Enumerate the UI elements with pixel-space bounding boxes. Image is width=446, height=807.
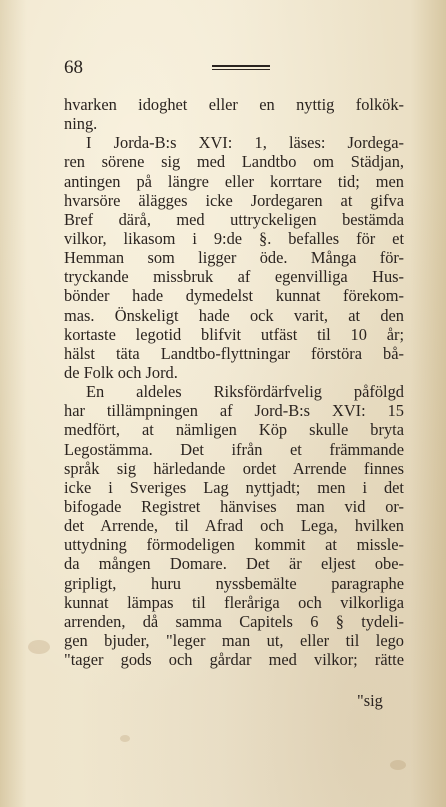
text-line: uttydning förmodeligen kommit at missle- xyxy=(64,535,404,555)
text-line: hvarsöre älägges icke Jordegaren at gifva xyxy=(64,190,404,210)
text-line: da mången Domare. Det är eljest obe- xyxy=(64,554,404,574)
text-line: En aldeles Riksfördärfvelig påfölgd xyxy=(86,382,404,402)
text-line: kortaste legotid blifvit utfäst til 10 år; xyxy=(64,324,404,344)
text-line: Legostämma. Det ifrån et främmande xyxy=(64,439,404,459)
text-line: bifogade Registret hänvises man vid or- xyxy=(64,496,404,516)
page-number: 68 xyxy=(64,57,83,78)
text-line: medfört, at nämligen Köp skulle bryta xyxy=(64,420,404,440)
text-line: bönder hade dymedelst kunnat förekom- xyxy=(64,286,404,306)
text-line: det Arrende, til Afrad och Lega, hvilken xyxy=(64,516,404,536)
text-line: gen bjuder, "leger man ut, eller til lego xyxy=(64,630,404,650)
header-rule-ornament xyxy=(212,65,270,71)
catchword: "sig xyxy=(357,691,383,710)
text-line: I Jorda-B:s XVI: 1, läses: Jordega- xyxy=(86,133,404,153)
text-line: ning. xyxy=(64,114,98,134)
text-line: hälst täta Landtbo-flyttningar förstöra bå- xyxy=(64,343,404,363)
text-line: gripligt, huru nyssbemälte paragraphe xyxy=(64,573,404,593)
paper-stain xyxy=(390,760,406,770)
page-header xyxy=(62,55,402,81)
text-line: Hemman som ligger öde. Många för- xyxy=(64,248,404,268)
text-line: kunnat lämpas til fleråriga och vilkorliga xyxy=(64,592,404,612)
text-line: Bref därå, med uttryckeligen bestämda xyxy=(64,209,404,229)
text-line: "tager gods och gårdar med vilkor; rätte xyxy=(64,650,404,670)
text-line: tryckande missbruk af egenvilliga Hus- xyxy=(64,267,404,287)
text-line: mas. Önskeligt hade ock varit, at den xyxy=(64,305,404,325)
paper-stain xyxy=(28,640,50,654)
text-line: har tillämpningen af Jord-B:s XVI: 15 xyxy=(64,401,404,421)
text-line: ren sörene sig med Landtbo om Städjan, xyxy=(64,152,404,172)
paper-stain xyxy=(120,735,130,742)
text-line: hvarken idoghet eller en nyttig folkök- xyxy=(64,95,404,114)
text-line: de Folk och Jord. xyxy=(64,362,178,382)
text-line: icke i Sveriges Lag nyttjadt; men i det xyxy=(64,477,404,497)
text-line: arrenden, då samma Capitels 6 § tydeli- xyxy=(64,611,404,631)
body-text xyxy=(64,95,404,669)
text-line: vilkor, likasom i 9:de §. befalles för et xyxy=(64,228,404,248)
text-line: språk sig härledande ordet Arrende finnes xyxy=(64,458,404,478)
text-line: antingen på längre eller korrtare tid; men xyxy=(64,171,404,191)
